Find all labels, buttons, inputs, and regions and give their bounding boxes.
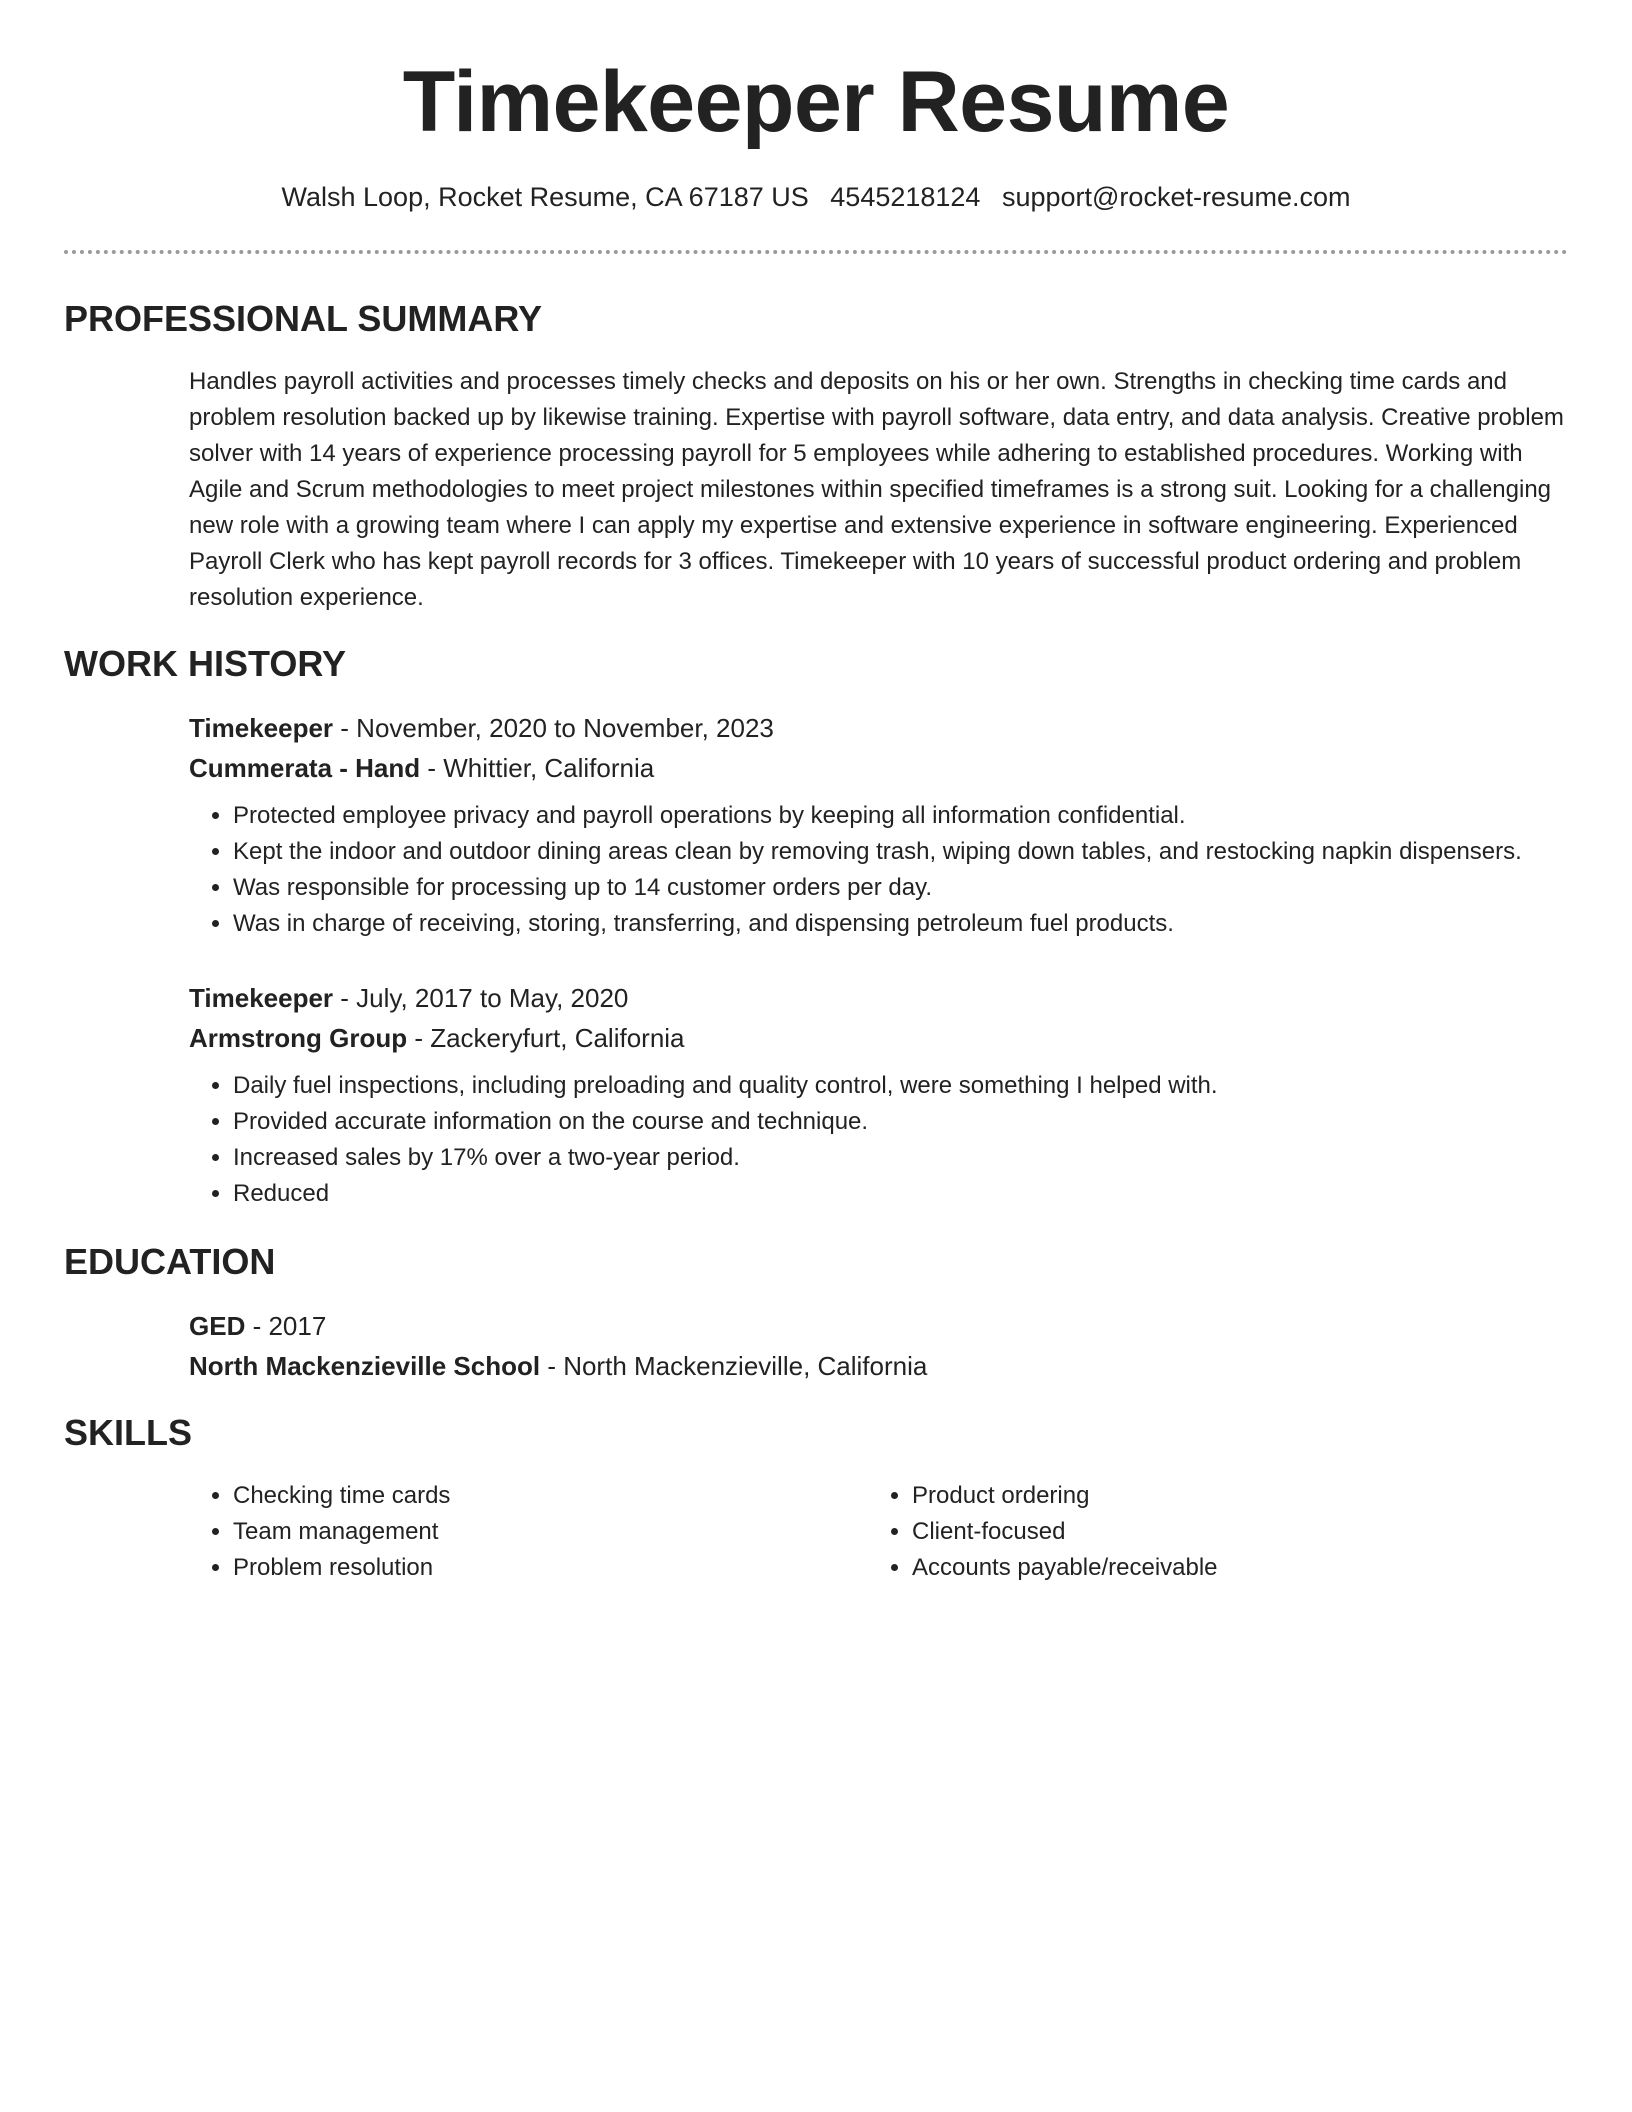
skills-heading: SKILLS	[64, 1412, 193, 1453]
list-item: • Checking time cards	[233, 1478, 868, 1514]
job-title-line	[189, 978, 1568, 1018]
skills-section	[189, 1478, 1568, 1586]
contact-address: Walsh Loop, Rocket Resume, CA 67187 US	[281, 182, 809, 212]
list-item: • Team management	[233, 1514, 868, 1550]
school-location: - North Mackenzieville, California	[540, 1351, 928, 1381]
contact-phone: 4545218124	[830, 182, 981, 212]
list-item: • Increased sales by 17% over a two-year period.	[233, 1140, 1568, 1176]
header-divider	[64, 250, 1568, 254]
job-company-line	[189, 748, 1568, 788]
list-item: • Provided accurate information on the course and technique.	[233, 1104, 1568, 1140]
degree-year: - 2017	[245, 1311, 327, 1341]
list-item: • Accounts payable/receivable	[912, 1550, 1547, 1586]
contact-email: support@rocket-resume.com	[1001, 182, 1351, 212]
skills-column-left	[189, 1478, 868, 1586]
resume-title: Timekeeper Resume	[402, 54, 1230, 150]
summary-heading: PROFESSIONAL SUMMARY	[64, 298, 543, 339]
summary-text: Handles payroll activities and processes timely checks and deposits on his or her own. Strengths in checking time cards and problem resolution backed up by likewise training. Expertise with payroll software, data entry, and data analysis. Creative problem solver with 14 years of experience processing payroll for 5 employees while adhering to established procedures. Working with Agile and Scrum methodologies to meet project milestones within specified timeframes is a strong suit. Looking for a challenging new role with a growing team where I can apply my expertise and extensive experience in software engineering. Experienced Payroll Clerk who has kept payroll records for 3 offices. Timekeeper with 10 years of successful product ordering and problem resolution experience.	[189, 368, 1564, 611]
skills-grid	[189, 1478, 1568, 1586]
job-bullets	[189, 798, 1568, 942]
job-company: Cummerata - Hand	[189, 753, 421, 783]
summary-section	[189, 364, 1568, 616]
school-name: North Mackenzieville School	[189, 1351, 541, 1381]
degree: GED	[189, 1311, 246, 1341]
list-item: • Was in charge of receiving, storing, transferring, and dispensing petroleum fuel products.	[233, 906, 1568, 942]
job-entry	[189, 978, 1568, 1212]
list-item: • Protected employee privacy and payroll operations by keeping all information confidential.	[233, 798, 1568, 834]
job-company: Armstrong Group	[189, 1023, 408, 1053]
job-company-line	[189, 1018, 1568, 1058]
skills-column-right	[868, 1478, 1547, 1586]
education-heading: EDUCATION	[64, 1241, 276, 1282]
contact-line	[0, 180, 1632, 214]
job-title-line	[189, 708, 1568, 748]
list-item: • Was responsible for processing up to 14 customer orders per day.	[233, 870, 1568, 906]
list-item: • Daily fuel inspections, including preloading and quality control, were something I helped with.	[233, 1068, 1568, 1104]
work-history-heading: WORK HISTORY	[64, 643, 347, 684]
job-location: - Zackeryfurt, California	[407, 1023, 685, 1053]
job-bullets	[189, 1068, 1568, 1212]
list-item: • Reduced	[233, 1176, 1568, 1212]
job-dates: - November, 2020 to November, 2023	[333, 713, 774, 743]
list-item: • Problem resolution	[233, 1550, 868, 1586]
school-line	[189, 1346, 1568, 1386]
degree-line	[189, 1306, 1568, 1346]
list-item: • Client-focused	[912, 1514, 1547, 1550]
job-entry	[189, 708, 1568, 942]
job-title: Timekeeper	[189, 713, 334, 743]
job-title: Timekeeper	[189, 983, 334, 1013]
list-item: • Product ordering	[912, 1478, 1547, 1514]
education-entry	[189, 1306, 1568, 1386]
list-item: • Kept the indoor and outdoor dining areas clean by removing trash, wiping down tables, and restocking napkin dispensers.	[233, 834, 1568, 870]
job-location: - Whittier, California	[420, 753, 655, 783]
job-dates: - July, 2017 to May, 2020	[333, 983, 629, 1013]
